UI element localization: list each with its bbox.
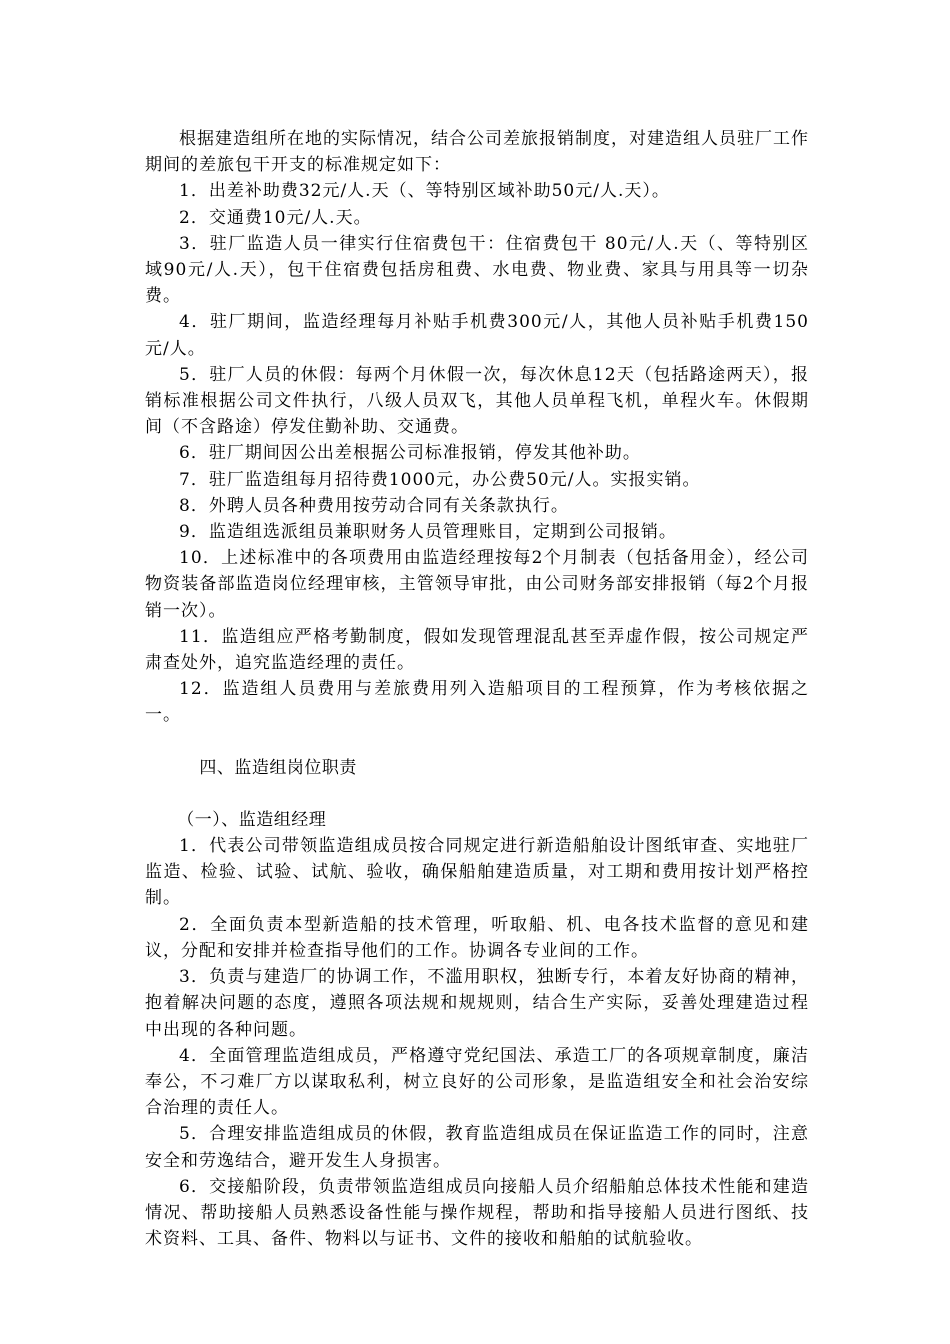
rule-item-6: 6．驻厂期间因公出差根据公司标准报销，停发其他补助。 <box>179 443 641 464</box>
duty-item-5: 5．合理安排监造组成员的休假，教育监造组成员在保证监造工作的同时，注意安全和劳逸结合，避开发生人身损害。 <box>145 1124 809 1171</box>
rule-item-7: 7．驻厂监造组每月招待费1000元，办公费50元/人。实报实销。 <box>179 469 701 490</box>
rule-item-10: 10．上述标准中的各项费用由监造经理按每2个月制表（包括备用金），经公司物资装备部监造岗位经理审核，主管领导审批，由公司财务部安排报销（每2个月报销一次）。 <box>145 548 809 621</box>
duty-item-3: 3．负责与建造厂的协调工作，不滥用职权，独断专行，本着友好协商的精神，抱着解决问题的态度，遵照各项法规和规规则，结合生产实际，妥善处理建造过程中出现的各种问题。 <box>145 967 809 1040</box>
rule-item-2: 2．交通费10元/人.天。 <box>179 207 372 228</box>
rule-item-5: 5．驻厂人员的休假：每两个月休假一次，每次休息12天（包括路途两天），报销标准根据公司文件执行，八级人员双飞，其他人员单程飞机，单程火车。休假期间（不含路途）停发住勤补助、交通费。 <box>145 364 809 438</box>
rule-item-4: 4．驻厂期间，监造经理每月补贴手机费300元/人，其他人员补贴手机费150元/人。 <box>145 312 809 359</box>
document-page <box>145 126 809 1252</box>
duty-item-6: 6．交接船阶段，负责带领监造组成员向接船人员介绍船舶总体技术性能和建造情况、帮助接船人员熟悉设备性能与操作规程，帮助和指导接船人员进行图纸、技术资料、工具、备件、物料以与证书、文件的接收和船舶的试航验收。 <box>145 1176 809 1250</box>
rule-item-1: 1．出差补助费32元/人.天（、等特别区域补助50元/人.天）。 <box>179 181 670 202</box>
duty-item-4: 4．全面管理监造组成员，严格遵守党纪国法、承造工厂的各项规章制度，廉洁奉公，不刁难厂方以谋取私利，树立良好的公司形象，是监造组安全和社会治安综合治理的责任人。 <box>145 1045 809 1119</box>
duty-item-2: 2．全面负责本型新造船的技术管理，听取船、机、电各技术监督的意见和建议，分配和安排并检查指导他们的工作。协调各专业间的工作。 <box>145 914 809 961</box>
intro-paragraph: 根据建造组所在地的实际情况，结合公司差旅报销制度，对建造组人员驻厂工作期间的差旅包干开支的标准规定如下： <box>145 129 809 176</box>
section-heading: 四、监造组岗位职责 <box>199 757 357 778</box>
duty-item-1: 1．代表公司带领监造组成员按合同规定进行新造船舶设计图纸审查、实地驻厂监造、检验、试验、试航、验收，确保船舶建造质量，对工期和费用按计划严格控制。 <box>145 836 809 909</box>
rule-item-12: 12．监造组人员费用与差旅费用列入造船项目的工程预算，作为考核依据之一。 <box>145 679 809 726</box>
subsection-heading: （一）、监造组经理 <box>177 809 327 830</box>
rule-item-9: 9．监造组选派组员兼职财务人员管理账目，定期到公司报销。 <box>179 522 677 543</box>
rule-item-3: 3．驻厂监造人员一律实行住宿费包干：住宿费包干 80元/人.天（、等特别区域90元/人.天），包干住宿费包括房租费、水电费、物业费、家具与用具等一切杂费。 <box>145 233 809 307</box>
rule-item-8: 8．外聘人员各种费用按劳动合同有关条款执行。 <box>179 495 569 516</box>
rule-item-11: 11．监造组应严格考勤制度，假如发现管理混乱甚至弄虚作假，按公司规定严肃查处外，追究监造经理的责任。 <box>145 626 809 674</box>
